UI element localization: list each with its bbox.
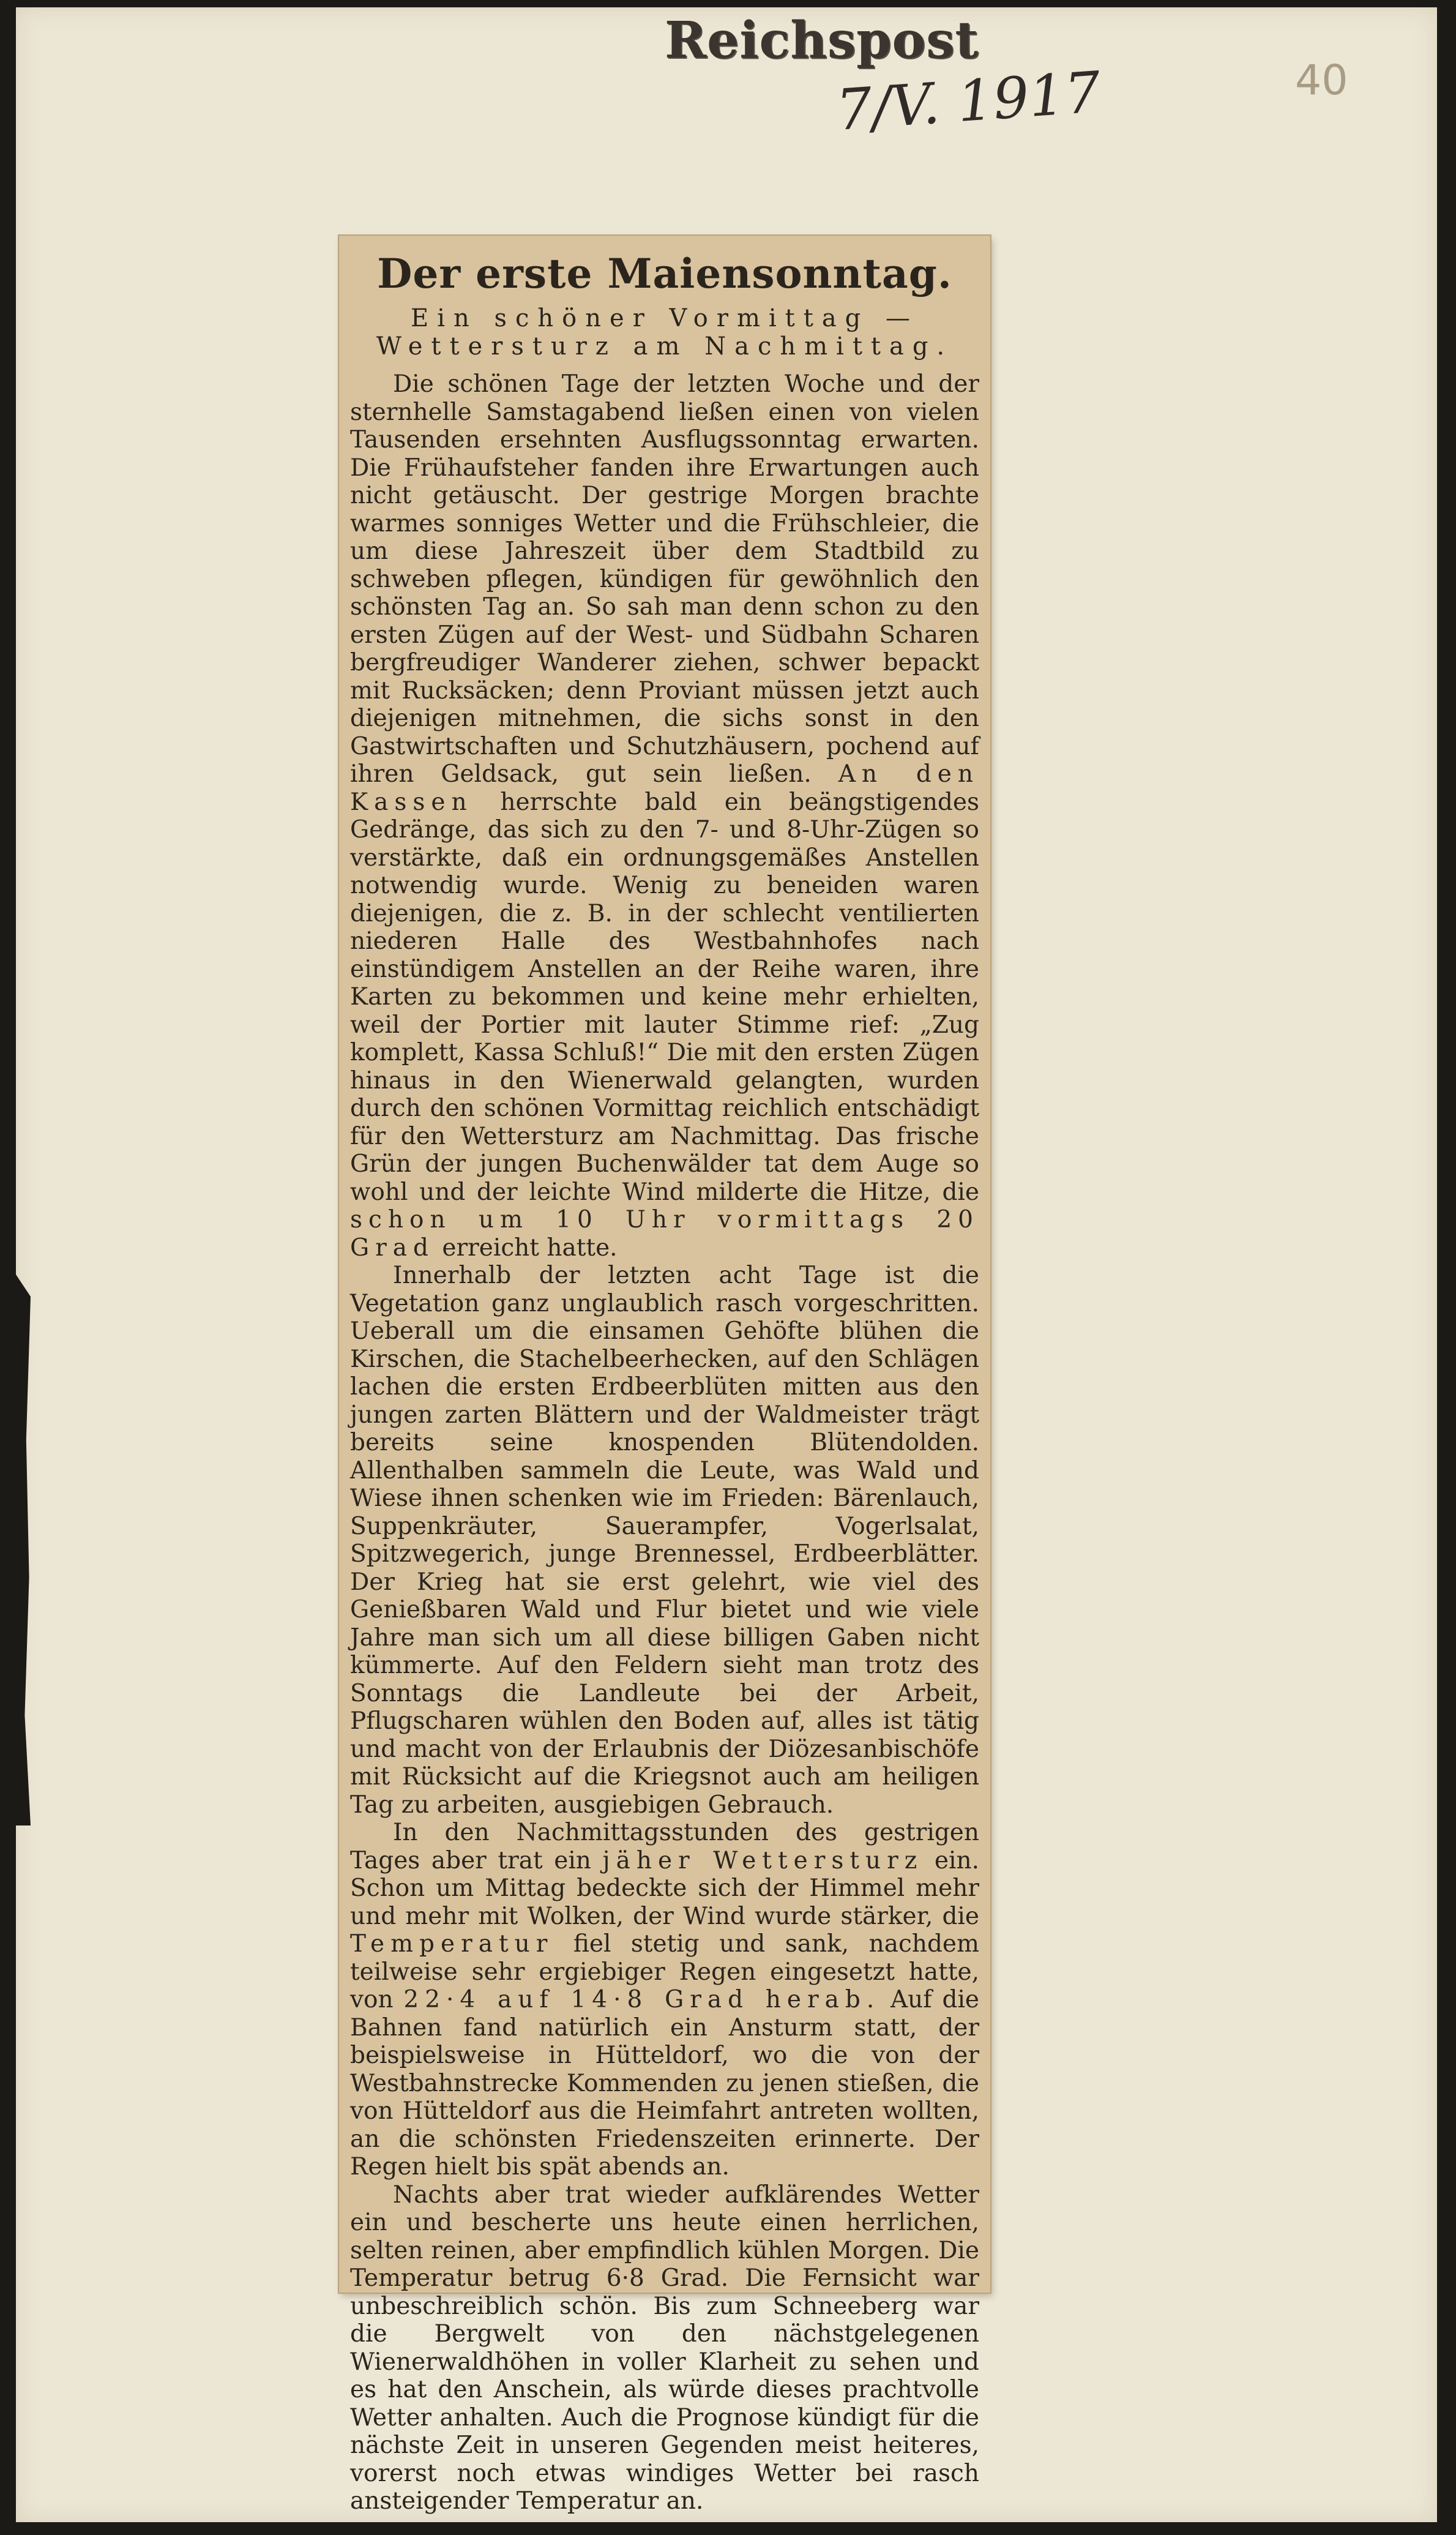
- article-paragraph: [350, 370, 979, 1262]
- paragraph-text: In den Nachmittagsstunden des gestrigen Tages aber trat ein: [350, 1819, 979, 1874]
- paragraph-text: Nachts aber trat wieder aufklärendes Wetter ein und bescherte uns heute einen herrlichen, selten reinen, aber empfindlich kühlen Morgen. Die Temperatur betrug 6·8 Grad. Die Fernsicht war unbeschreiblich schön. Bis zum Schneeberg war die Bergwelt von den nächstgelegenen Wienerwaldhöhen in voller Klarheit zu sehen und es hat den Anschein, als würde dieses prachtvolle Wetter anhalten. Auch die Prognose kündigt für die nächste Zeit in unseren Gegenden meist heiteres, vorerst noch etwas windiges Wetter bei rasch ansteigender Temperatur an.: [350, 2181, 979, 2515]
- spaced-emphasis: An den Kassen: [350, 760, 979, 816]
- paragraph-text: fiel stetig und sank, nachdem teilweise sehr ergiebiger Regen eingesetzt hatte, von: [350, 1930, 979, 2013]
- paragraph-text: Innerhalb der letzten acht Tage ist die Vegetation ganz unglaublich rasch vorgeschritten. Ueberall um die einsamen Gehöfte blühen die Kirschen, die Stachelbeerhecken, auf den Schlägen lachen die ersten Erdbeerblüten mitten aus den jungen zarten Blättern und der Waldmeister trägt bereits seine knospenden Blütendolden. Allenthalben sammeln die Leute, was Wald und Wiese ihnen schenken wie im Frieden: Bärenlauch, Suppenkräuter, Sauerampfer, Vogerlsalat, Spitzwegerich, junge Brennessel, Erdbeerblätter. Der Krieg hat sie erst gelehrt, wie viel des Genießbaren Wald und Flur bietet und wie viele Jahre man sich um all diese billigen Gaben nicht kümmerte. Auf den Feldern sieht man trotz des Sonntags die Landleute bei der Arbeit, Pflugscharen wühlen den Boden auf, alles ist tätig und macht von der Erlaubnis der Diözesanbischöfe mit Rücksicht auf die Kriegsnot auch am heiligen Tag zu arbeiten, ausgiebigen Gebrauch.: [350, 1262, 979, 1819]
- spaced-emphasis: schon um 10 Uhr vormittags 20 Grad: [350, 1206, 979, 1262]
- paragraph-text: herrschte bald ein beängstigendes Gedränge, das sich zu den 7- und 8-Uhr-Zügen so verstärkte, daß ein ordnungsgemäßes Anstellen notwendig wurde. Wenig zu beneiden waren diejenigen, die z. B. in der schlecht ventilierten niederen Halle des Westbahnhofes nach einstündigem Anstellen an der Reihe waren, ihre Karten zu bekommen und keine mehr erhielten, weil der Portier mit lauter Stimme rief: „Zug komplett, Kassa Schluß!“ Die mit den ersten Zügen hinaus in den Wienerwald gelangten, wurden durch den schönen Vormittag reichlich entschädigt für den Wettersturz am Nachmittag. Das frische Grün der jungen Buchenwälder tat dem Auge so wohl und der leichte Wind milderte die Hitze, die: [350, 788, 979, 1206]
- paragraph-text: erreicht hatte.: [435, 1234, 618, 1262]
- spaced-emphasis: jäher Wettersturz: [602, 1846, 924, 1874]
- paragraph-text: Auf die Bahnen fand natürlich ein Ansturm statt, der beispielsweise in Hütteldorf, wo die von der Westbahnstrecke Kommenden zu jenen stießen, die von Hütteldorf aus die Heimfahrt antreten wollten, an die schönsten Friedenszeiten erinnerte. Der Regen hielt bis spät abends an.: [350, 1986, 979, 2181]
- article-headline: Der erste Maiensonntag.: [377, 250, 952, 298]
- page-number: 40: [1295, 56, 1348, 105]
- article-subheadline: Ein schöner Vormittag — Wettersturz am Nachmittag.: [376, 304, 954, 361]
- article-paragraph: [350, 1819, 979, 2181]
- spaced-emphasis: Temperatur: [350, 1930, 554, 1958]
- spaced-emphasis: 22·4 auf 14·8 Grad herab.: [403, 1986, 881, 2013]
- newspaper-clipping: [339, 236, 990, 2515]
- article-paragraph: [350, 2181, 979, 2515]
- newspaper-stamp: Reichspost: [665, 11, 979, 70]
- paragraph-text: Die schönen Tage der letzten Woche und der sternhelle Samstagabend ließen einen von vielen Tausenden ersehnten Ausflugssonntag erwarten. Die Frühaufsteher fanden ihre Erwartungen auch nicht getäuscht. Der gestrige Morgen brachte warmes sonniges Wetter und die Frühschleier, die um diese Jahreszeit über dem Stadtbild zu schweben pflegen, kündigen für gewöhnlich den schönsten Tag an. So sah man denn schon zu den ersten Zügen auf der West- und Südbahn Scharen bergfreudiger Wanderer ziehen, schwer bepackt mit Rucksäcken; denn Proviant müssen jetzt auch diejenigen mitnehmen, die sichs sonst in den Gastwirtschaften und Schutzhäusern, pochend auf ihren Geldsack, gut sein ließen.: [350, 370, 979, 788]
- torn-edge: [16, 1275, 31, 1825]
- article-paragraph: [350, 1262, 979, 1819]
- article-body: [350, 370, 979, 2515]
- handwritten-date: 7/V. 1917: [834, 59, 1103, 143]
- paragraph-text: ein. Schon um Mittag bedeckte sich der Himmel mehr und mehr mit Wolken, der Wind wurde stärker, die: [350, 1846, 980, 1930]
